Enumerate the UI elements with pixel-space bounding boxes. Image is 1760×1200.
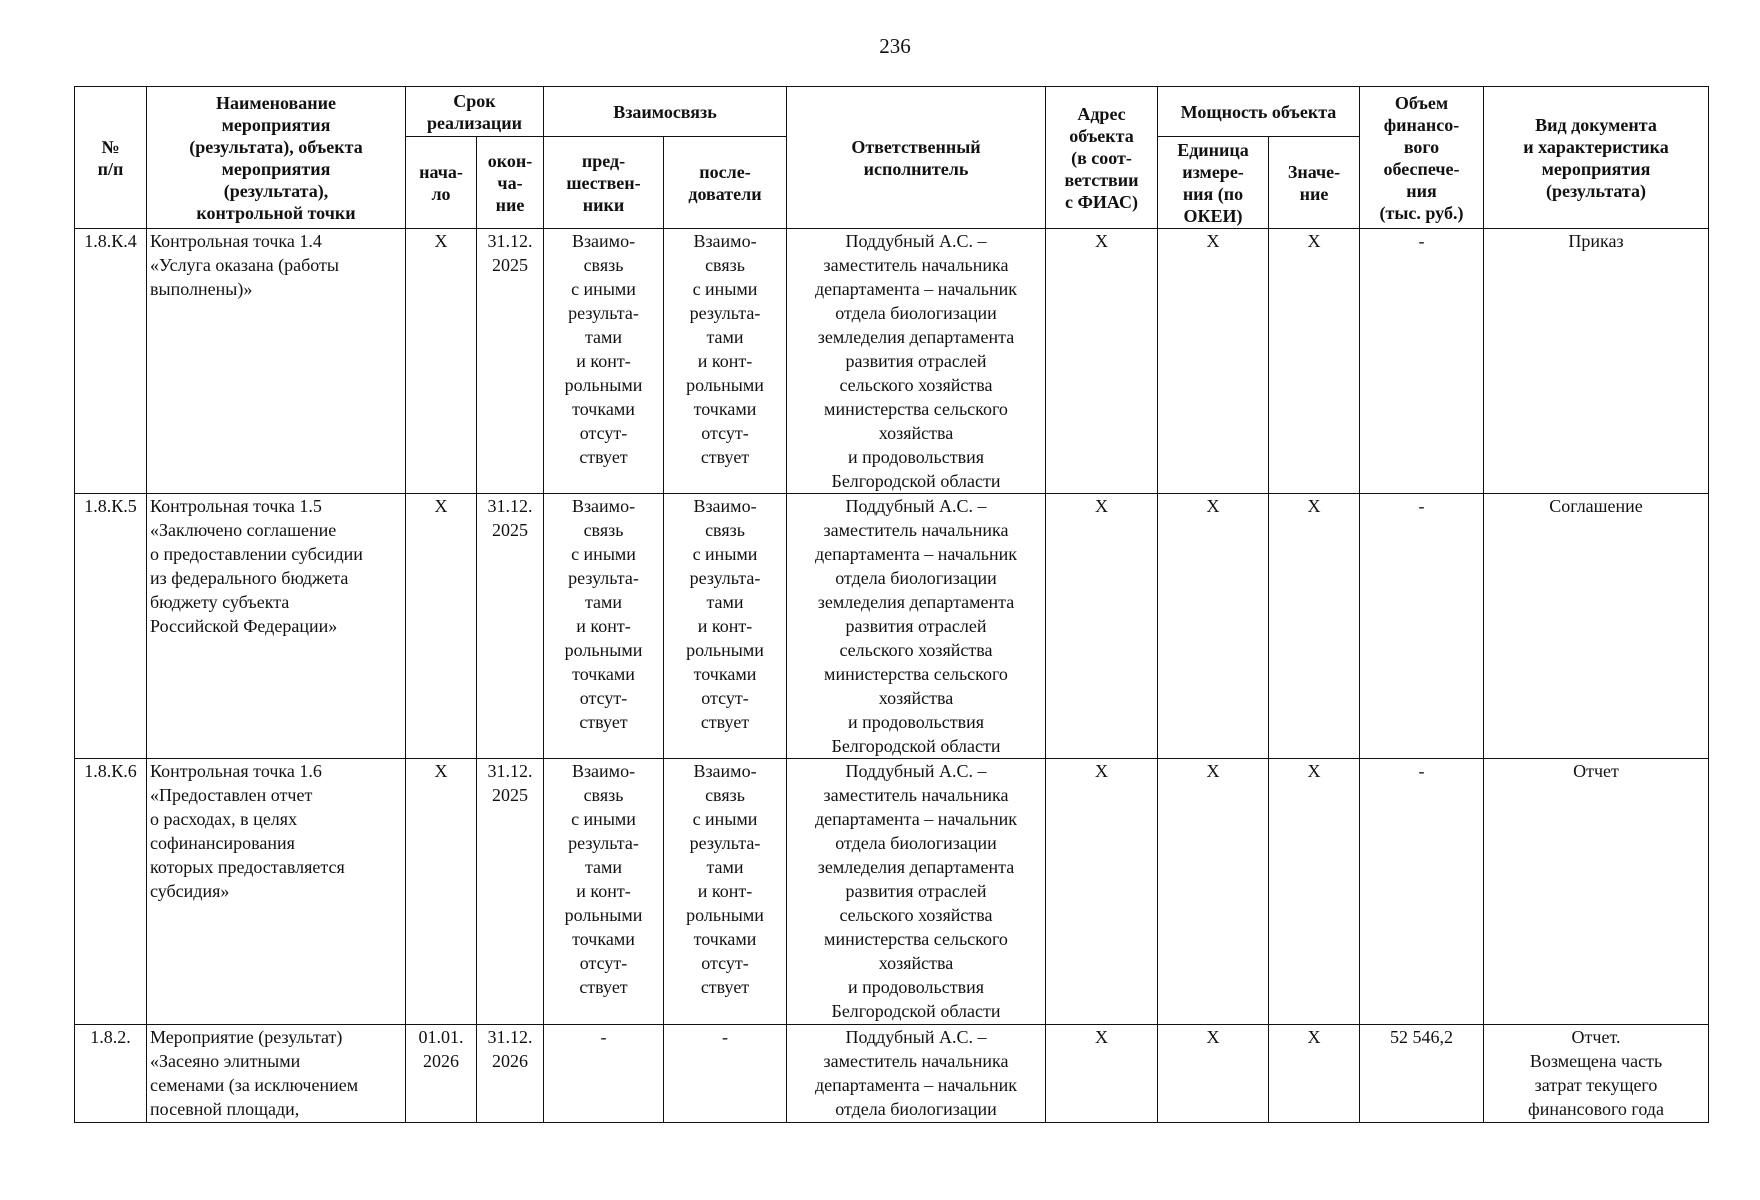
cell-name: Контрольная точка 1.4 «Услуга оказана (работы выполнены)» bbox=[147, 229, 406, 494]
col-header-successors: после- дователи bbox=[664, 137, 787, 229]
col-header-name: Наименование мероприятия (результата), объекта мероприятия (результата), контрольной точки bbox=[147, 87, 406, 229]
cell-finance: - bbox=[1360, 229, 1484, 494]
col-header-term-end: окон- ча- ние bbox=[477, 137, 544, 229]
col-header-term: Срок реализации bbox=[406, 87, 544, 137]
cell-responsible: Поддубный А.С. – заместитель начальника департамента – начальник отдела биологизации земледелия департамента развития отраслей сельского хозяйства министерства сельского хозяйства и продовольствия Белгородской области bbox=[787, 229, 1046, 494]
cell-num: 1.8.К.5 bbox=[75, 494, 147, 759]
col-header-doc-type: Вид документа и характеристика мероприятия (результата) bbox=[1484, 87, 1709, 229]
cell-num: 1.8.2. bbox=[75, 1025, 147, 1123]
cell-end: 31.12. 2025 bbox=[477, 494, 544, 759]
col-header-address: Адрес объекта (в соот- ветствии с ФИАС) bbox=[1046, 87, 1158, 229]
cell-finance: - bbox=[1360, 494, 1484, 759]
events-table bbox=[74, 86, 1709, 1123]
cell-name: Контрольная точка 1.6 «Предоставлен отчет о расходах, в целях софинансирования которых предоставляется субсидия» bbox=[147, 759, 406, 1025]
cell-responsible: Поддубный А.С. – заместитель начальника департамента – начальник отдела биологизации земледелия департамента развития отраслей сельского хозяйства министерства сельского хозяйства и продовольствия Белгородской области bbox=[787, 494, 1046, 759]
cell-responsible: Поддубный А.С. – заместитель начальника департамента – начальник отдела биологизации bbox=[787, 1025, 1046, 1123]
cell-doc-type: Отчет bbox=[1484, 759, 1709, 1025]
cell-predecessors: Взаимо- связь с иными результа- тами и конт- рольными точками отсут- ствует bbox=[544, 494, 664, 759]
col-header-relation: Взаимосвязь bbox=[544, 87, 787, 137]
cell-doc-type: Приказ bbox=[1484, 229, 1709, 494]
cell-address: Х bbox=[1046, 759, 1158, 1025]
cell-num: 1.8.К.4 bbox=[75, 229, 147, 494]
cell-name: Мероприятие (результат) «Засеяно элитными семенами (за исключением посевной площади, bbox=[147, 1025, 406, 1123]
cell-address: Х bbox=[1046, 229, 1158, 494]
cell-doc-type: Соглашение bbox=[1484, 494, 1709, 759]
header-row-main bbox=[75, 87, 1709, 137]
cell-name: Контрольная точка 1.5 «Заключено соглашение о предоставлении субсидии из федерального бюджета бюджету субъекта Российской Федерации» bbox=[147, 494, 406, 759]
table-row bbox=[75, 1025, 1709, 1123]
cell-end: 31.12. 2025 bbox=[477, 759, 544, 1025]
col-header-term-start: нача- ло bbox=[406, 137, 477, 229]
cell-successors: - bbox=[664, 1025, 787, 1123]
cell-successors: Взаимо- связь с иными результа- тами и конт- рольными точками отсут- ствует bbox=[664, 229, 787, 494]
cell-start: Х bbox=[406, 229, 477, 494]
cell-end: 31.12. 2026 bbox=[477, 1025, 544, 1123]
cell-value: Х bbox=[1269, 1025, 1360, 1123]
col-header-unit: Единица измере- ния (по ОКЕИ) bbox=[1158, 137, 1269, 229]
cell-unit: Х bbox=[1158, 1025, 1269, 1123]
cell-successors: Взаимо- связь с иными результа- тами и конт- рольными точками отсут- ствует bbox=[664, 494, 787, 759]
table-row bbox=[75, 229, 1709, 494]
col-header-predecessors: пред- шествен- ники bbox=[544, 137, 664, 229]
cell-responsible: Поддубный А.С. – заместитель начальника департамента – начальник отдела биологизации земледелия департамента развития отраслей сельского хозяйства министерства сельского хозяйства и продовольствия Белгородской области bbox=[787, 759, 1046, 1025]
cell-successors: Взаимо- связь с иными результа- тами и конт- рольными точками отсут- ствует bbox=[664, 759, 787, 1025]
page-number: 236 bbox=[879, 34, 911, 58]
cell-start: 01.01. 2026 bbox=[406, 1025, 477, 1123]
cell-address: Х bbox=[1046, 494, 1158, 759]
cell-predecessors: Взаимо- связь с иными результа- тами и конт- рольными точками отсут- ствует bbox=[544, 759, 664, 1025]
col-header-responsible: Ответственный исполнитель bbox=[787, 87, 1046, 229]
cell-predecessors: - bbox=[544, 1025, 664, 1123]
col-header-capacity: Мощность объекта bbox=[1158, 87, 1360, 137]
cell-address: Х bbox=[1046, 1025, 1158, 1123]
cell-start: Х bbox=[406, 494, 477, 759]
col-header-finance: Объем финансо- вого обеспече- ния (тыс. руб.) bbox=[1360, 87, 1484, 229]
cell-finance: - bbox=[1360, 759, 1484, 1025]
cell-unit: Х bbox=[1158, 759, 1269, 1025]
cell-value: Х bbox=[1269, 759, 1360, 1025]
cell-predecessors: Взаимо- связь с иными результа- тами и конт- рольными точками отсут- ствует bbox=[544, 229, 664, 494]
cell-num: 1.8.К.6 bbox=[75, 759, 147, 1025]
cell-finance: 52 546,2 bbox=[1360, 1025, 1484, 1123]
cell-start: Х bbox=[406, 759, 477, 1025]
cell-unit: Х bbox=[1158, 229, 1269, 494]
cell-value: Х bbox=[1269, 494, 1360, 759]
table-row bbox=[75, 759, 1709, 1025]
table-row bbox=[75, 494, 1709, 759]
col-header-num: № п/п bbox=[75, 87, 147, 229]
col-header-value: Значе- ние bbox=[1269, 137, 1360, 229]
cell-unit: Х bbox=[1158, 494, 1269, 759]
cell-end: 31.12. 2025 bbox=[477, 229, 544, 494]
cell-value: Х bbox=[1269, 229, 1360, 494]
cell-doc-type: Отчет. Возмещена часть затрат текущего финансового года bbox=[1484, 1025, 1709, 1123]
